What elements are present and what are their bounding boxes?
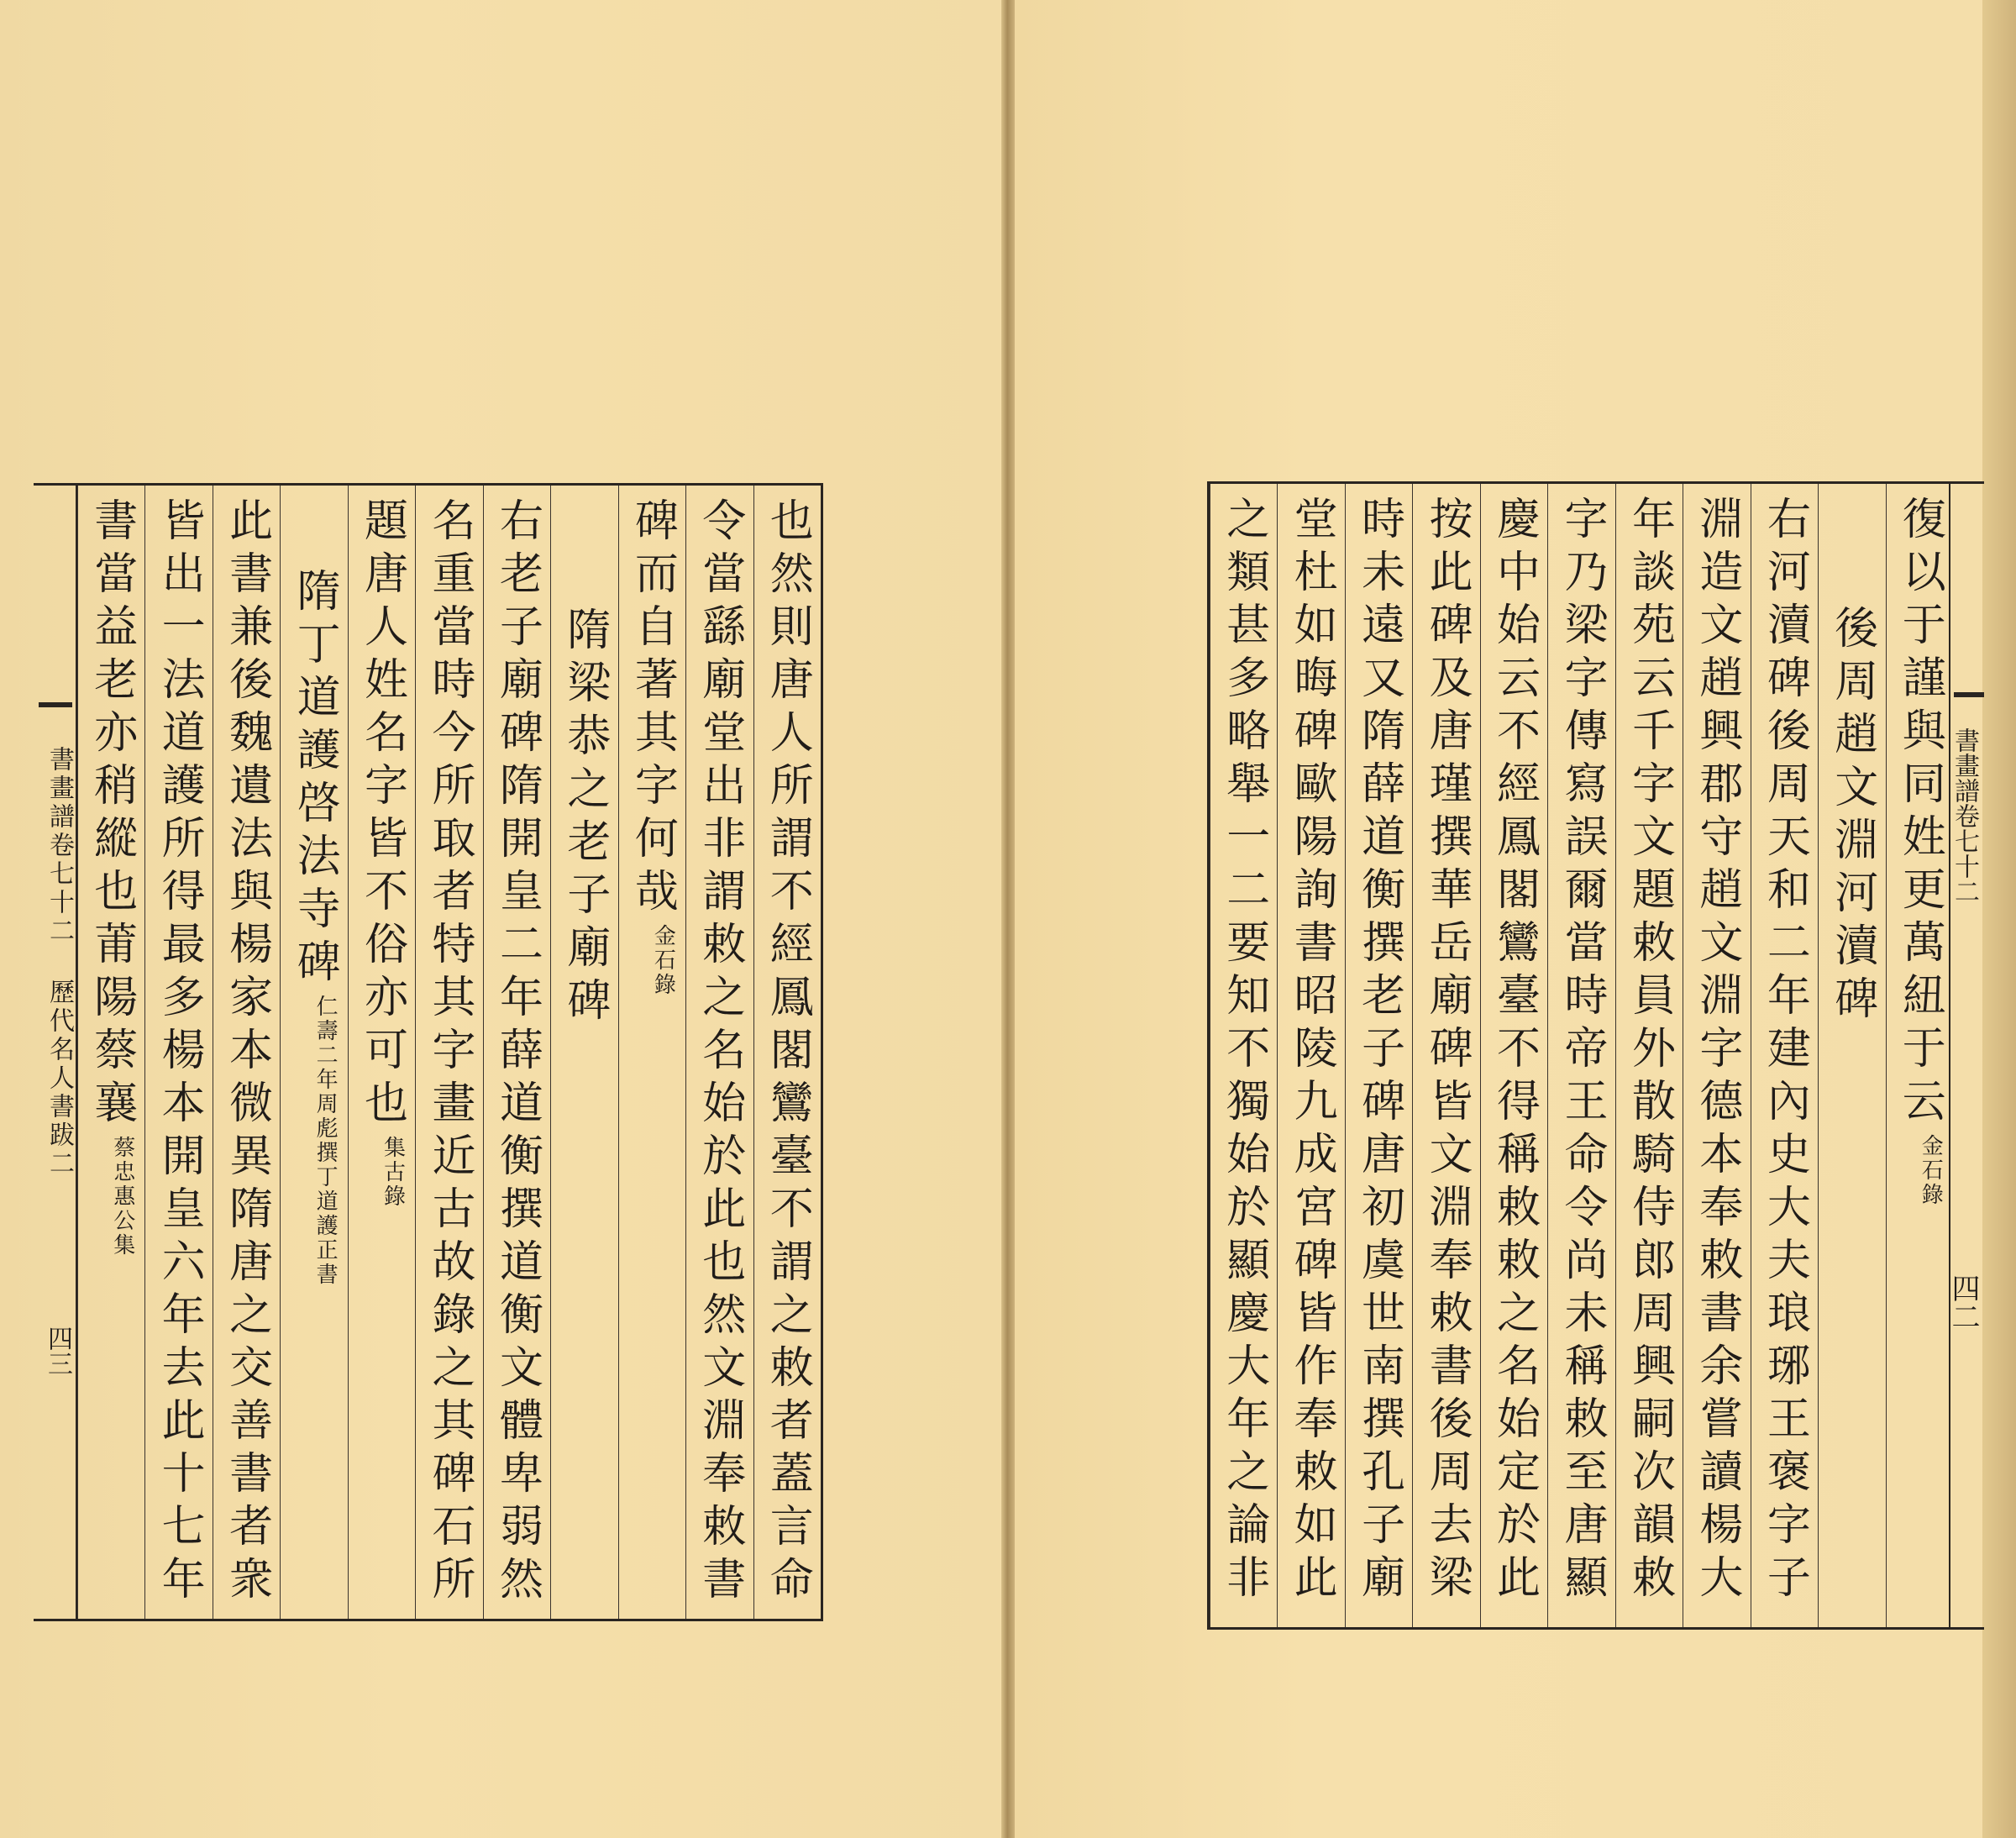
column-text: 年談苑云千字文題敕員外散騎侍郎周興嗣次韻敕 bbox=[1624, 496, 1675, 1607]
text-column bbox=[618, 486, 685, 1619]
text-column bbox=[1210, 484, 1277, 1627]
text-column bbox=[280, 486, 347, 1619]
text-column bbox=[550, 486, 617, 1619]
text-column bbox=[415, 486, 482, 1619]
left-text-block bbox=[34, 483, 823, 1621]
column-text: 字乃梁字傳寫誤爾當時帝王命令尚未稱敕至唐顯 bbox=[1556, 496, 1607, 1607]
column-text: 題唐人姓名字皆不俗亦可也 bbox=[356, 497, 407, 1132]
column-text: 碑而自著其字何哉 bbox=[627, 497, 678, 921]
right-page-number: 四二 bbox=[1946, 1273, 1980, 1331]
text-column bbox=[753, 486, 821, 1619]
column-text: 慶中始云不經鳳閣鸞臺不得稱敕敕之名始定於此 bbox=[1488, 496, 1540, 1607]
text-column bbox=[1277, 484, 1344, 1627]
left-margin-label: 書畫譜卷七十二 歷代名人書跋二 bbox=[45, 746, 74, 1179]
column-text: 此書兼後魏遺法與楊家本微異隋唐之交善書者衆 bbox=[221, 497, 272, 1609]
source-note: 金石錄 bbox=[1918, 1134, 1944, 1207]
column-text: 堂杜如晦碑歐陽詢書昭陵九成宮碑皆作奉敕如此 bbox=[1286, 496, 1337, 1607]
text-column bbox=[1818, 484, 1885, 1627]
column-text: 按此碑及唐瑾撰華岳廟碑皆文淵奉敕書後周去梁 bbox=[1421, 496, 1473, 1607]
column-text: 右河瀆碑後周天和二年建內史大夫琅琊王褒字子 bbox=[1759, 496, 1810, 1607]
text-column bbox=[77, 486, 144, 1619]
column-text: 令當繇廟堂出非謂敕之名始於此也然文淵奉敕書 bbox=[694, 497, 745, 1609]
source-note: 仁壽二年周彪撰丁道護正書 bbox=[312, 995, 339, 1287]
text-column bbox=[1683, 484, 1750, 1627]
text-column bbox=[348, 486, 415, 1619]
text-column bbox=[1480, 484, 1547, 1627]
text-column bbox=[1615, 484, 1683, 1627]
page-edge bbox=[1982, 0, 2016, 1838]
left-page-number: 四三 bbox=[43, 1326, 72, 1376]
right-text-block bbox=[1207, 481, 1984, 1630]
text-column bbox=[1751, 484, 1818, 1627]
text-column bbox=[1345, 484, 1412, 1627]
section-heading: 隋丁道護啓法寺碑 bbox=[289, 568, 340, 991]
text-column bbox=[1886, 484, 1953, 1627]
text-column bbox=[483, 486, 550, 1619]
column-text: 之類甚多略舉一二要知不獨始於顯慶大年之論非 bbox=[1218, 496, 1269, 1607]
text-column bbox=[1547, 484, 1614, 1627]
column-text: 也然則唐人所謂不經鳳閣鸞臺不謂之敕者蓋言命 bbox=[762, 497, 813, 1609]
text-column bbox=[1412, 484, 1479, 1627]
source-note: 金石錄 bbox=[650, 924, 676, 997]
column-text: 名重當時今所取者特其字畫近古故錄之其碑石所 bbox=[423, 497, 475, 1609]
column-text: 皆出一法道護所得最多楊本開皇六年去此十七年 bbox=[154, 497, 205, 1609]
column-text: 時未遠又隋薛道衡撰老子碑唐初虞世南撰孔子廟 bbox=[1353, 496, 1404, 1607]
column-text: 復以于謹與同姓更萬紐于云 bbox=[1894, 496, 1945, 1131]
source-note: 集古錄 bbox=[380, 1136, 406, 1209]
column-text: 書當益老亦稍縱也莆陽蔡襄 bbox=[86, 497, 137, 1132]
section-heading: 後周趙文淵河瀆碑 bbox=[1826, 605, 1877, 1028]
section-heading: 隋梁恭之老子廟碑 bbox=[559, 607, 610, 1030]
text-column bbox=[144, 486, 212, 1619]
book-gutter bbox=[1001, 0, 1015, 1838]
right-margin-label: 書畫譜卷七十二 bbox=[1950, 727, 1979, 904]
right-columns bbox=[1210, 484, 1984, 1627]
source-note: 蔡忠惠公集 bbox=[109, 1136, 135, 1258]
column-text: 右老子廟碑隋開皇二年薛道衡撰道衡文體卑弱然 bbox=[491, 497, 543, 1609]
left-columns bbox=[34, 486, 821, 1619]
text-column bbox=[685, 486, 753, 1619]
text-column bbox=[213, 486, 280, 1619]
column-text: 淵造文趙興郡守趙文淵字德本奉敕書余嘗讀楊大 bbox=[1691, 496, 1742, 1607]
